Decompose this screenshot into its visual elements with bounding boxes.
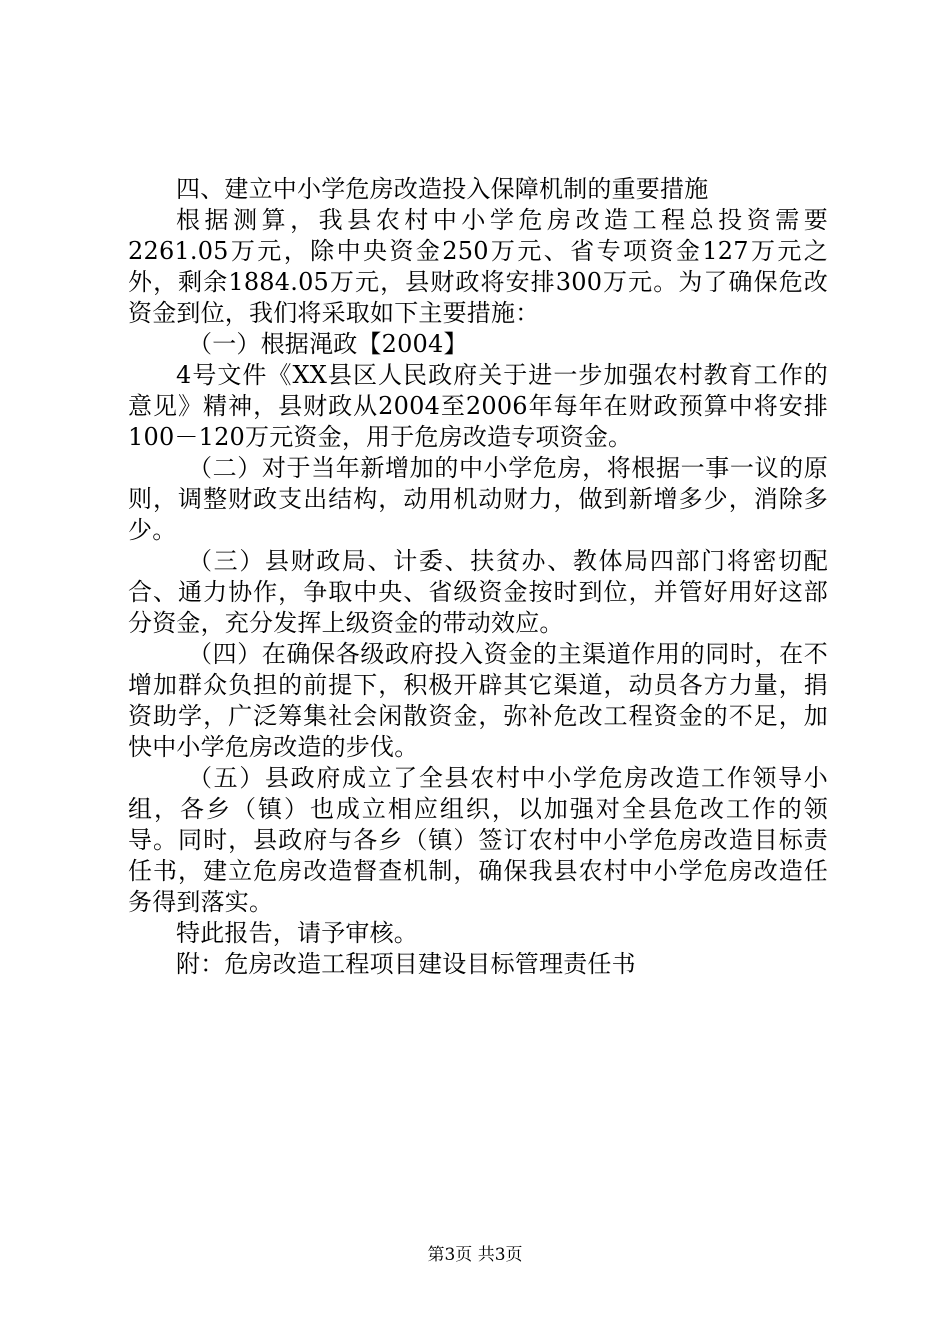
paragraph-measure-5: （五）县政府成立了全县农村中小学危房改造工作领导小组，各乡（镇）也成立相应组织，以加强对全县危改工作的领导。同时，县政府与各乡（镇）签订农村中小学危房改造目标责任书，建立危房改造督查机制，确保我县农村中小学危房改造任务得到落实。 <box>128 764 828 916</box>
paragraph-attachment: 附：危房改造工程项目建设目标管理责任书 <box>176 950 636 978</box>
section-heading: 四、建立中小学危房改造投入保障机制的重要措施 <box>176 175 709 203</box>
paragraph-measure-3: （三）县财政局、计委、扶贫办、教体局四部门将密切配合、通力协作，争取中央、省级资金按时到位，并管好用好这部分资金，充分发挥上级资金的带动效应。 <box>128 547 828 637</box>
paragraph-budget: 根据测算，我县农村中小学危房改造工程总投资需要2261.05万元，除中央资金250万元、省专项资金127万元之外，剩余1884.05万元，县财政将安排300万元。为了确保危改资金到位，我们将采取如下主要措施： <box>128 206 828 327</box>
paragraph-measure-1-heading: （一）根据渑政【2004】 <box>188 330 468 358</box>
paragraph-measure-4: （四）在确保各级政府投入资金的主渠道作用的同时，在不增加群众负担的前提下，积极开辟其它渠道，动员各方力量，捐资助学，广泛筹集社会闲散资金，弥补危改工程资金的不足，加快中小学危房改造的步伐。 <box>128 640 828 761</box>
paragraph-measure-1: 4号文件《XX县区人民政府关于进一步加强农村教育工作的意见》精神，县财政从2004至2006年每年在财政预算中将安排100－120万元资金，用于危房改造专项资金。 <box>128 361 828 451</box>
paragraph-measure-2: （二）对于当年新增加的中小学危房，将根据一事一议的原则，调整财政支出结构，动用机动财力，做到新增多少，消除多少。 <box>128 454 828 544</box>
document-body <box>128 174 828 980</box>
page-footer: 第3页 共3页 <box>427 1245 523 1265</box>
paragraph-closing: 特此报告，请予审核。 <box>176 919 418 947</box>
